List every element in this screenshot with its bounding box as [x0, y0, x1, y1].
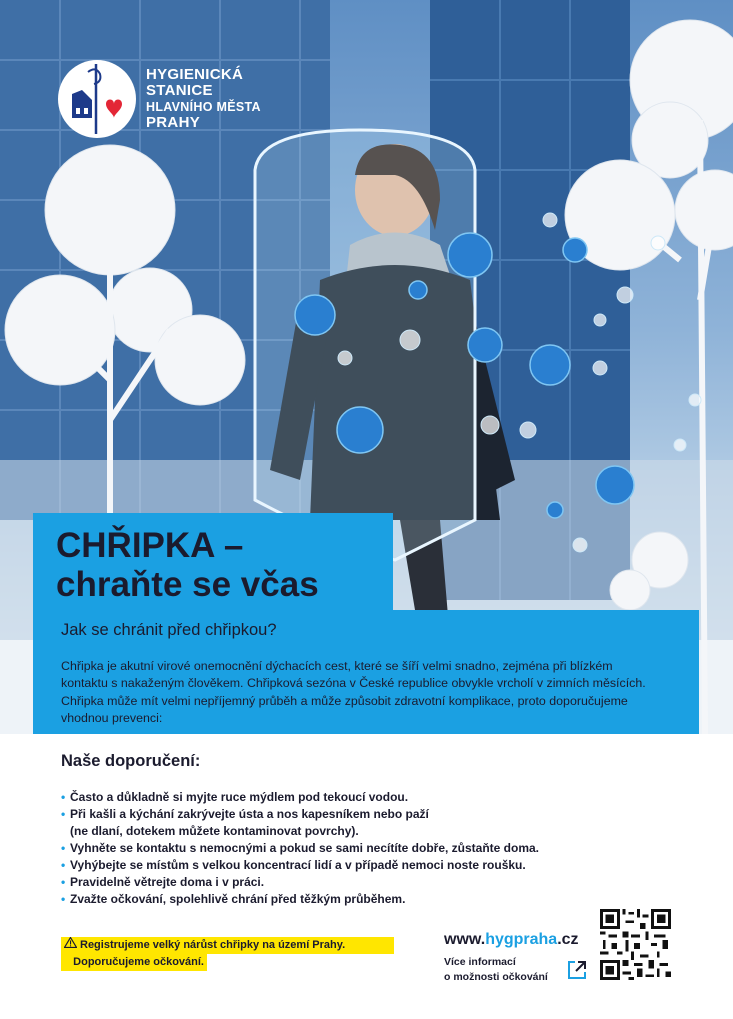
- website-link[interactable]: [444, 931, 579, 949]
- more-info-line-2: o možnosti očkování: [444, 971, 548, 983]
- alert-notice: [61, 937, 394, 971]
- website-highlight: hygpraha: [485, 931, 558, 948]
- title-line-1: CHŘIPKA –: [56, 526, 244, 565]
- list-item: • Zvažte očkování, spolehlivě chrání před těžkým průběhem.: [61, 891, 539, 908]
- recommendations-list: [61, 789, 539, 908]
- website-suffix: .cz: [557, 931, 579, 948]
- more-info-text: [444, 955, 548, 985]
- logo-emblem-icon: [58, 60, 136, 138]
- logo-mark: [58, 60, 136, 138]
- logo-line-1: HYGIENICKÁ: [146, 66, 244, 83]
- list-item-continuation: (ne dlaní, dotekem můžete kontaminovat povrchy).: [70, 824, 359, 838]
- page-title: [56, 526, 319, 604]
- subtitle: Jak se chránit před chřipkou?: [61, 621, 277, 639]
- list-item: • Vyhýbejte se místům s velkou koncentrací lidí a v případě nemoci noste roušku.: [61, 857, 539, 874]
- alert-line-1: [61, 937, 394, 954]
- intro-text: Chřipka je akutní virové onemocnění dýchacích cest, které se šíří velmi snadno, zejména při blízkém kontaktu s nakaženým člověkem. Chřipková sezóna v České republice obvykle vrcholí v zimních měsících. Chřipka může mít velmi nepříjemný průběh a může způsobit zdravotní komplikace, proto doporučujeme vhodnou prevenci:: [61, 659, 646, 725]
- external-link-icon[interactable]: [566, 959, 588, 981]
- more-info-line-1: Více informací: [444, 956, 516, 968]
- alert-text-2: Doporučujeme očkování.: [73, 956, 204, 968]
- website-prefix: www.: [444, 931, 486, 948]
- list-item: • Pravidelně větrejte doma i v práci.: [61, 874, 539, 891]
- logo: [58, 60, 261, 138]
- alert-text-1: Registrujeme velký nárůst chřipky na území Prahy.: [80, 939, 346, 951]
- alert-line-2: [61, 954, 207, 971]
- warning-icon: [64, 937, 77, 948]
- logo-line-3: HLAVNÍHO MĚSTA: [146, 100, 261, 114]
- recommendations-title: Naše doporučení:: [61, 752, 201, 770]
- list-item: • Vyhněte se kontaktu s nemocnými a pokud se sami necítíte dobře, zůstaňte doma.: [61, 840, 539, 857]
- logo-line-4: PRAHY: [146, 114, 201, 131]
- logo-text: [146, 67, 261, 131]
- list-item: • Při kašli a kýchání zakrývejte ústa a nos kapesníkem nebo paží: [61, 806, 539, 823]
- list-item: • Často a důkladně si myjte ruce mýdlem pod tekoucí vodou.: [61, 789, 539, 806]
- title-line-2: chraňte se včas: [56, 565, 319, 604]
- logo-line-2: STANICE: [146, 82, 213, 99]
- qr-code: [600, 909, 671, 980]
